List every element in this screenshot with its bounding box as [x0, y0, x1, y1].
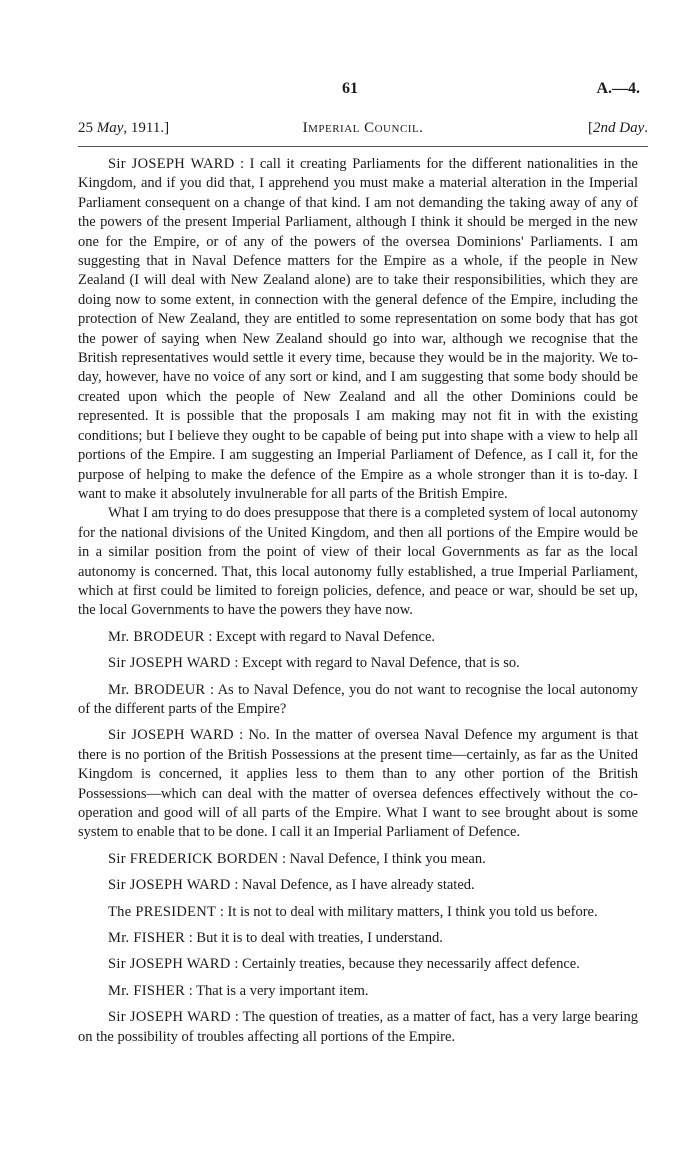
speaker-name: Sir JOSEPH WARD: [108, 1009, 232, 1026]
paragraph-text: Except with regard to Naval Defence, that is so.: [241, 655, 520, 672]
speaker-separator: :: [278, 850, 290, 867]
paragraph: [78, 1008, 638, 1047]
page-number: 61: [342, 80, 358, 97]
paragraph: [78, 726, 638, 842]
speaker-name: Mr. BRODEUR: [108, 628, 205, 645]
paragraph: [78, 155, 638, 504]
paragraph-text: The question of treaties, as a matter of fact, has a very large bearing on the possibility of troubles affecting all portions of the Empire.: [78, 1009, 638, 1045]
speaker-separator: :: [204, 628, 217, 645]
speaker-separator: :: [234, 156, 250, 172]
speaker-separator: :: [185, 982, 197, 999]
header-date: [78, 120, 169, 137]
paragraph-text: Except with regard to Naval Defence.: [216, 628, 436, 645]
header-day-end: .: [644, 120, 648, 136]
paragraph-text: I call it creating Parliaments for the different nationalities in the Kingdom, and if you did that, I apprehend you must make a material alteration in the Imperial Parliament consequent on a change of that kind. I am not demanding the taking away of any of the powers of the present Imperial Parliament, although I think it should be merged in the new one for the Empire, or of any of the powers of the oversea Dominions' Parliaments. I am suggesting that in Naval Defence matters for the Empire as a whole, if the people in New Zealand (I will deal with New Zealand alone) are to take their responsibilities, which they are doing now to some extent, in connection with the general defence of the Empire, including the protection of New Zealand, they are entitled to some representation on some body that has got the power of saying when New Zealand should go into war, although we recognise that the British representatives would settle it every time, because they would be in the majority. We to-day, however, have no voice of any sort or kind, and I am suggesting that some body should be created upon which the people of New Zealand and all the other Dominions could be represented. It is possible that the proposals I am making may not fit in with the existing conditions; but I believe they ought to be capable of being put into shape with a view to help all portions of the Empire. I am suggesting an Imperial Parliament of Defence, as I call it, for the purpose of helping to make the defence of the Empire as a whole stronger than it is to-day. I want to make it absolutely invulnerable for all parts of the British Empire.: [78, 156, 638, 502]
speaker-name: The PRESIDENT: [108, 903, 217, 920]
paragraph-text: No. In the matter of oversea Naval Defence my argument is that there is no portion of the British Possessions at the present time—certainly, as far as the United Kingdom is concerned, it applies less to them than to any other portion of the British Possessions—which can deal with the matter of oversea defences effectively without the co-operation and good will of all parts of the Empire. What I want to see brought about is some system to enable that to be done. I call it an Imperial Parliament of Defence.: [78, 727, 638, 841]
paragraph: [78, 628, 638, 647]
paragraph-text: Naval Defence, as I have already stated.: [241, 877, 475, 894]
paragraph: [78, 955, 638, 974]
header-date-month: May: [96, 120, 124, 136]
speaker-name: Mr. FISHER: [108, 982, 186, 999]
speaker-separator: :: [230, 956, 242, 973]
paragraph-text: What I am trying to do does presuppose that there is a completed system of local autonomy for the national divisions of the United Kingdom, and then all portions of the Empire would be in a similar position from the point of view of their local Governments as far as the local autonomy is concerned. That, this local autonomy fully established, a true Imperial Parliament, which at first could be limited to foreign policies, defence, and peace or war, should be set up, the local Governments to have the powers they have now.: [78, 505, 638, 619]
paragraph-text: Naval Defence, I think you mean.: [289, 850, 486, 867]
header-day: [588, 120, 648, 137]
paragraph: [78, 850, 638, 869]
running-header: [78, 120, 648, 142]
header-date-year: , 1911.]: [123, 120, 170, 136]
paragraph-text: That is a very important item.: [196, 982, 369, 999]
speaker-separator: :: [230, 877, 242, 894]
speaker-name: Mr. FISHER: [108, 930, 186, 947]
speaker-name: Sir JOSEPH WARD: [108, 956, 231, 973]
speaker-name: Sir JOSEPH WARD: [108, 727, 234, 744]
header-day-bracket: [: [588, 120, 593, 136]
header-title: Imperial Council.: [302, 120, 424, 136]
header-rule: [78, 146, 648, 147]
speaker-name: Sir JOSEPH WARD: [108, 156, 235, 172]
header-day-label: 2nd Day: [593, 120, 645, 136]
paragraph: [78, 681, 638, 720]
document-reference: A.—4.: [596, 80, 640, 97]
transcript-body: [78, 155, 638, 1047]
speaker-separator: :: [205, 681, 218, 698]
speaker-name: Sir JOSEPH WARD: [108, 655, 231, 672]
header-date-day: 25: [78, 120, 97, 136]
speaker-name: Mr. BRODEUR: [108, 681, 206, 698]
paragraph-text: But it is to deal with treaties, I understand.: [196, 930, 443, 947]
speaker-separator: :: [185, 930, 197, 947]
paragraph: [78, 504, 638, 620]
paragraph: [78, 654, 638, 673]
paragraph: [78, 982, 638, 1001]
paragraph: [78, 929, 638, 948]
speaker-separator: :: [230, 655, 242, 672]
paragraph: [78, 903, 638, 922]
paragraph-text: As to Naval Defence, you do not want to recognise the local autonomy of the different parts of the Empire?: [78, 681, 638, 717]
paragraph-text: It is not to deal with military matters, I think you told us before.: [227, 903, 598, 920]
paragraph-text: Certainly treaties, because they necessarily affect defence.: [241, 956, 580, 973]
speaker-name: Sir FREDERICK BORDEN: [108, 850, 279, 867]
speaker-separator: :: [216, 903, 228, 920]
paragraph: [78, 876, 638, 895]
speaker-name: Sir JOSEPH WARD: [108, 877, 231, 894]
speaker-separator: :: [233, 727, 249, 744]
speaker-separator: :: [231, 1009, 243, 1026]
